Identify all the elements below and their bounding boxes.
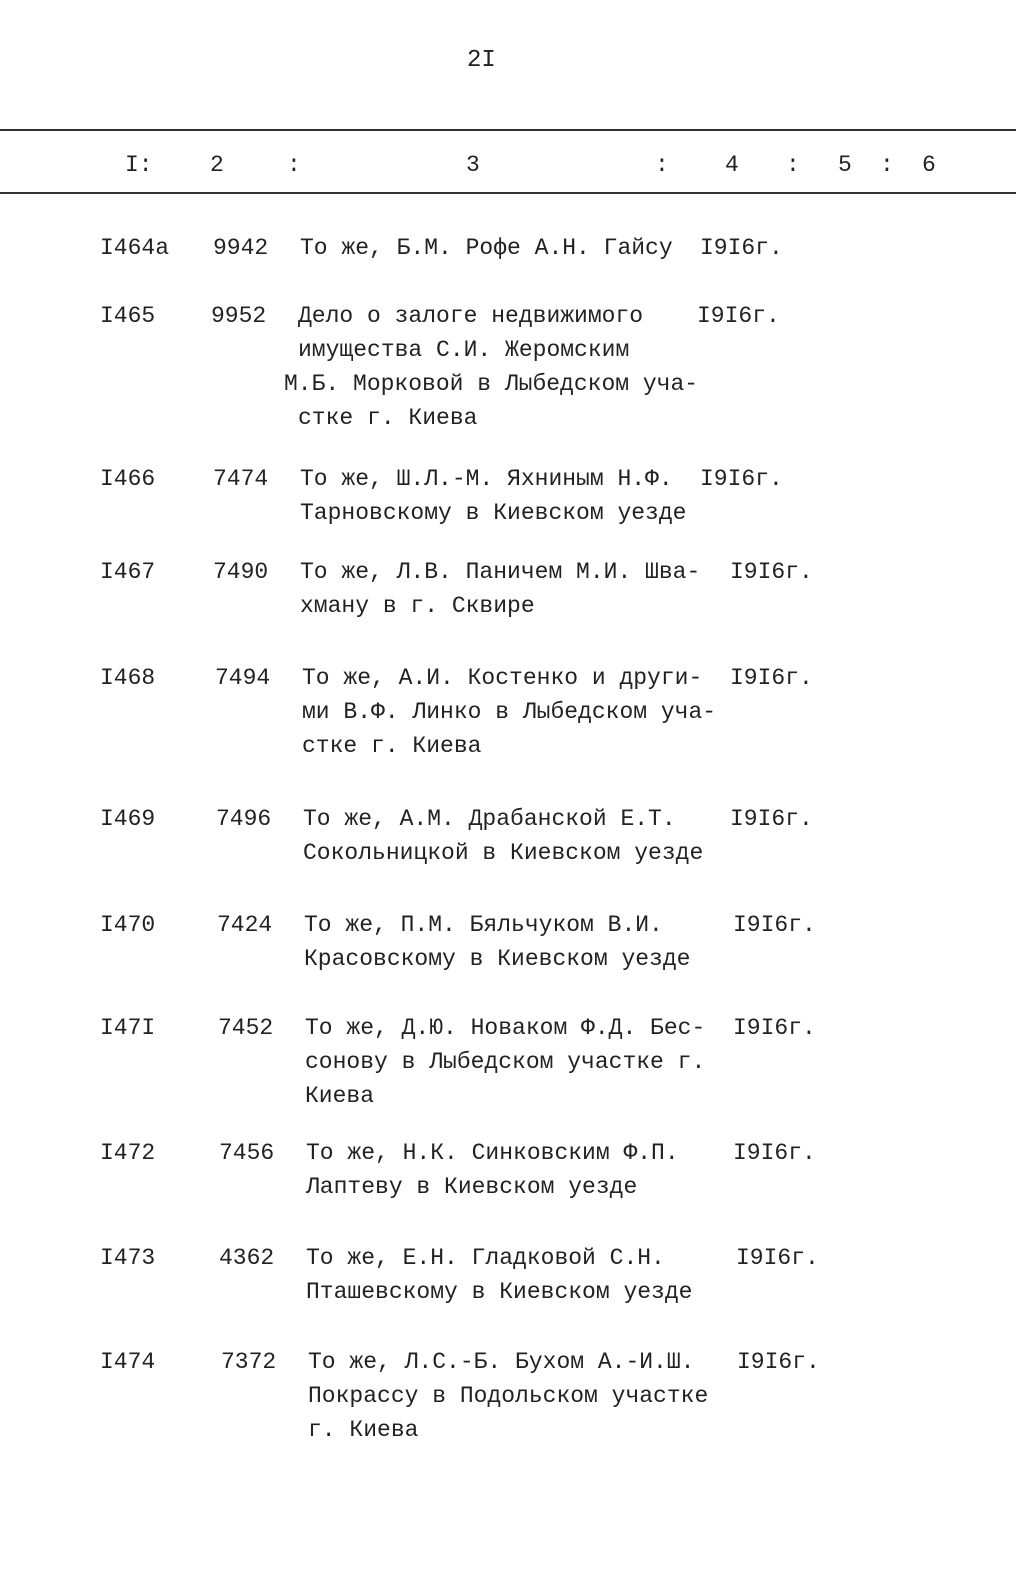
archive-number: 9942 [213,235,269,261]
column-header: 6 [922,152,936,178]
description-line: М.Б. Морковой в Лыбедском уча- [284,371,699,397]
entry-number: I474 [100,1349,156,1375]
description-line: Тарновскому в Киевском уезде [300,500,687,526]
entry-year: I9I6г. [736,1245,819,1271]
entry-year: I9I6г. [730,806,813,832]
entry-description [300,555,700,623]
entry-number: I466 [100,466,156,492]
entry-description [300,462,686,530]
description-line: стке г. Киева [298,405,478,431]
description-line: хману в г. Сквире [300,593,535,619]
page-number: 2I [467,47,496,74]
entry-year: I9I6г. [730,559,813,585]
header-top-rule [0,129,1016,131]
description-line: То же, П.М. Бяльчуком В.И. [304,912,663,938]
entry-number: I465 [100,303,156,329]
entry-description [305,1011,705,1113]
entry-year: I9I6г. [697,303,780,329]
description-line: То же, Н.К. Синковским Ф.П. [306,1140,679,1166]
description-line: Дело о залоге недвижимого [298,303,644,329]
entry-description [308,1345,708,1447]
description-line: То же, А.И. Костенко и други- [302,665,703,691]
description-line: То же, Е.Н. Гладковой С.Н. [306,1245,665,1271]
column-separator: : [287,152,301,178]
description-line: Сокольницкой в Киевском уезде [303,840,704,866]
archive-number: 9952 [211,303,267,329]
archive-number: 7424 [217,912,273,938]
description-line: То же, Д.Ю. Новаком Ф.Д. Бес- [305,1015,706,1041]
entry-number: I467 [100,559,156,585]
column-header: 5 [838,152,852,178]
entry-year: I9I6г. [737,1349,820,1375]
description-line: То же, Л.В. Паничем М.И. Шва- [300,559,701,585]
description-line: Киева [305,1083,375,1109]
entry-description [284,299,699,435]
entry-year: I9I6г. [733,1140,816,1166]
archive-number: 7372 [221,1349,277,1375]
entry-year: I9I6г. [733,1015,816,1041]
description-line: ми В.Ф. Линко в Лыбедском уча- [302,699,717,725]
archive-number: 7494 [215,665,271,691]
description-line: То же, Ш.Л.-М. Яхниным Н.Ф. [300,466,673,492]
header-bottom-rule [0,192,1016,194]
description-line: имущества С.И. Жеромским [298,337,630,363]
column-header: I: [125,152,153,178]
column-header: 4 [725,152,739,178]
entry-description [306,1136,679,1204]
entry-description [300,231,673,265]
archive-number: 4362 [219,1245,275,1271]
entry-description [303,802,703,870]
description-line: г. Киева [308,1417,419,1443]
description-line: Покрассу в Подольском участке [308,1383,709,1409]
column-separator: : [786,152,800,178]
entry-year: I9I6г. [730,665,813,691]
description-line: сонову в Лыбедском участке г. [305,1049,706,1075]
entry-number: I468 [100,665,156,691]
description-line: Красовскому в Киевском уезде [304,946,691,972]
description-line: То же, Б.М. Рофе А.Н. Гайсу [300,235,673,261]
archive-number: 7474 [213,466,269,492]
entry-year: I9I6г. [700,235,783,261]
entry-description [306,1241,692,1309]
column-separator: : [655,152,669,178]
entry-year: I9I6г. [700,466,783,492]
column-header: 3 [466,152,480,178]
archive-number: 7490 [213,559,269,585]
archive-number: 7496 [216,806,272,832]
entry-number: I47I [100,1015,156,1041]
description-line: То же, Л.С.-Б. Бухом А.-И.Ш. [308,1349,695,1375]
description-line: Лаптеву в Киевском уезде [306,1174,638,1200]
entry-number: I469 [100,806,156,832]
entry-number: I472 [100,1140,156,1166]
column-separator: : [880,152,894,178]
description-line: стке г. Киева [302,733,482,759]
archive-number: 7456 [219,1140,275,1166]
entry-number: I464а [100,235,170,261]
entry-description [304,908,690,976]
column-header: 2 [210,152,224,178]
entry-number: I470 [100,912,156,938]
description-line: Пташевскому в Киевском уезде [306,1279,693,1305]
entry-number: I473 [100,1245,156,1271]
entry-year: I9I6г. [733,912,816,938]
archive-number: 7452 [218,1015,274,1041]
description-line: То же, А.М. Драбанской Е.Т. [303,806,676,832]
entry-description [302,661,716,763]
